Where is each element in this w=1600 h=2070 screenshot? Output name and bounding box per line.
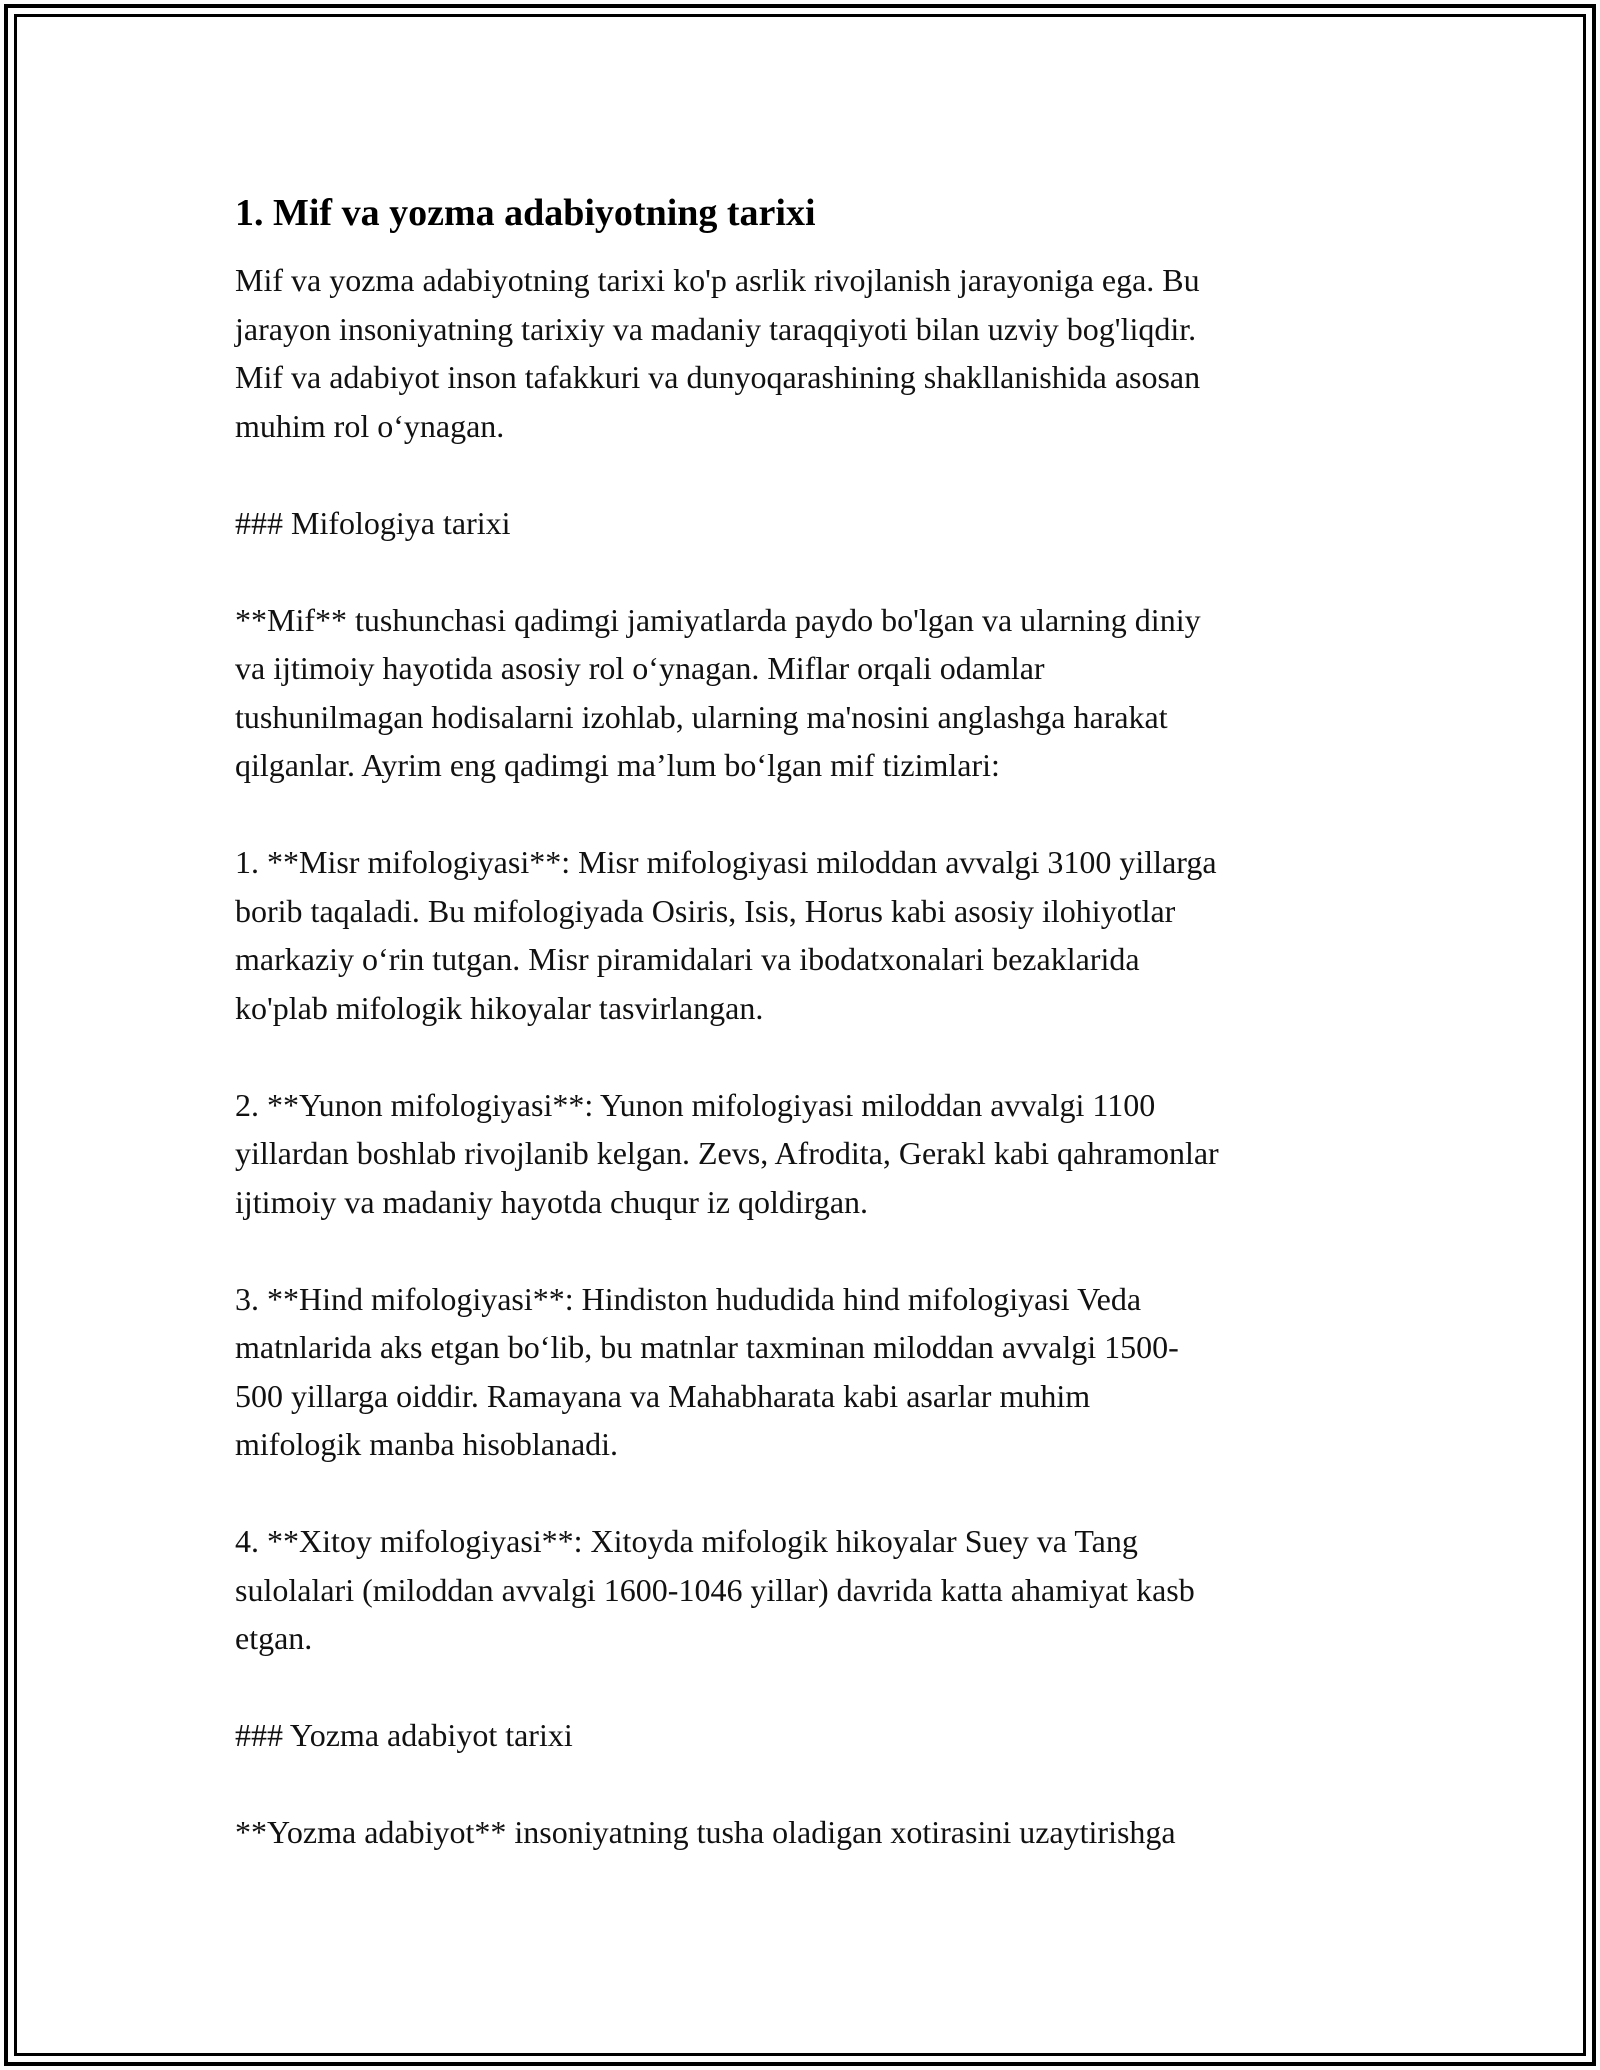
text-line: jarayon insoniyatning tarixiy va madaniy taraqqiyoti bilan uzviy bog'liqdir. [235,310,1197,347]
mif-paragraph [235,596,1385,790]
list-item-misr [235,838,1385,1032]
paragraph-gap [235,1226,1385,1275]
text-line: matnlarida aks etgan bo‘lib, bu matnlar taxminan miloddan avvalgi 1500- [235,1329,1179,1365]
text-line: **Yozma adabiyot** insoniyatning tusha oladigan xotirasini uzaytirishga [235,1814,1176,1850]
intro-paragraph [235,256,1385,450]
text-line: etgan. [235,1620,313,1656]
text-line: borib taqaladi. Bu mifologiyada Osiris, Isis, Horus kabi asosiy ilohiyotlar [235,892,1176,929]
document-title: 1. Mif va yozma adabiyotning tarixi [235,192,816,234]
text-line: Mif va yozma adabiyotning tarixi ko'p asrlik rivojlanish jarayoniga ega. Bu [235,262,1200,298]
list-item-yunon [235,1081,1385,1227]
text-line: va ijtimoiy hayotida asosiy rol o‘ynagan. Miflar orqali odamlar [235,650,1045,686]
section-heading-mifologiya [235,499,1385,548]
paragraph-gap [235,1663,1385,1712]
section-heading-yozma [235,1711,1385,1760]
text-line: 4. **Xitoy mifologiyasi**: Xitoyda mifologik hikoyalar Suey va Tang [235,1523,1138,1559]
text-line: ### Mifologiya tarixi [235,504,511,541]
paragraph-gap [235,450,1385,499]
text-line: markaziy o‘rin tutgan. Misr piramidalari va ibodatxonalari bezaklarida [235,941,1140,977]
text-line: 500 yillarga oiddir. Ramayana va Mahabharata kabi asarlar muhim [235,1377,1091,1414]
list-item-hind [235,1275,1385,1469]
paragraph-gap [235,790,1385,839]
text-line: mifologik manba hisoblanadi. [235,1426,619,1462]
text-line: ko'plab mifologik hikoyalar tasvirlangan. [235,989,764,1026]
yozma-paragraph [235,1808,1385,1857]
paragraph-gap [235,1032,1385,1081]
document-body [235,186,1385,1857]
list-item-xitoy [235,1517,1385,1663]
text-line: muhim rol o‘ynagan. [235,407,505,444]
paragraph-gap [235,1760,1385,1809]
text-line: tushunilmagan hodisalarni izohlab, ularning ma'nosini anglashga harakat [235,698,1168,735]
text-line: ### Yozma adabiyot tarixi [235,1717,573,1753]
text-line: 2. **Yunon mifologiyasi**: Yunon mifologiyasi miloddan avvalgi 1100 [235,1086,1156,1123]
text-line: ijtimoiy va madaniy hayotda chuqur iz qoldirgan. [235,1183,869,1220]
text-line: 3. **Hind mifologiyasi**: Hindiston hududida hind mifologiyasi Veda [235,1280,1142,1317]
text-line: sulolalari (miloddan avvalgi 1600-1046 yillar) davrida katta ahamiyat kasb [235,1571,1195,1608]
text-line: yillardan boshlab rivojlanib kelgan. Zevs, Afrodita, Gerakl kabi qahramonlar [235,1135,1219,1171]
text-line: qilganlar. Ayrim eng qadimgi ma’lum bo‘lgan mif tizimlari: [235,747,1000,783]
text-line: 1. **Misr mifologiyasi**: Misr mifologiyasi miloddan avvalgi 3100 yillarga [235,844,1217,880]
paragraph-gap [235,1469,1385,1518]
paragraph-gap [235,547,1385,596]
text-line: **Mif** tushunchasi qadimgi jamiyatlarda paydo bo'lgan va ularning diniy [235,601,1201,638]
text-line: Mif va adabiyot inson tafakkuri va dunyoqarashining shakllanishida asosan [235,359,1201,395]
